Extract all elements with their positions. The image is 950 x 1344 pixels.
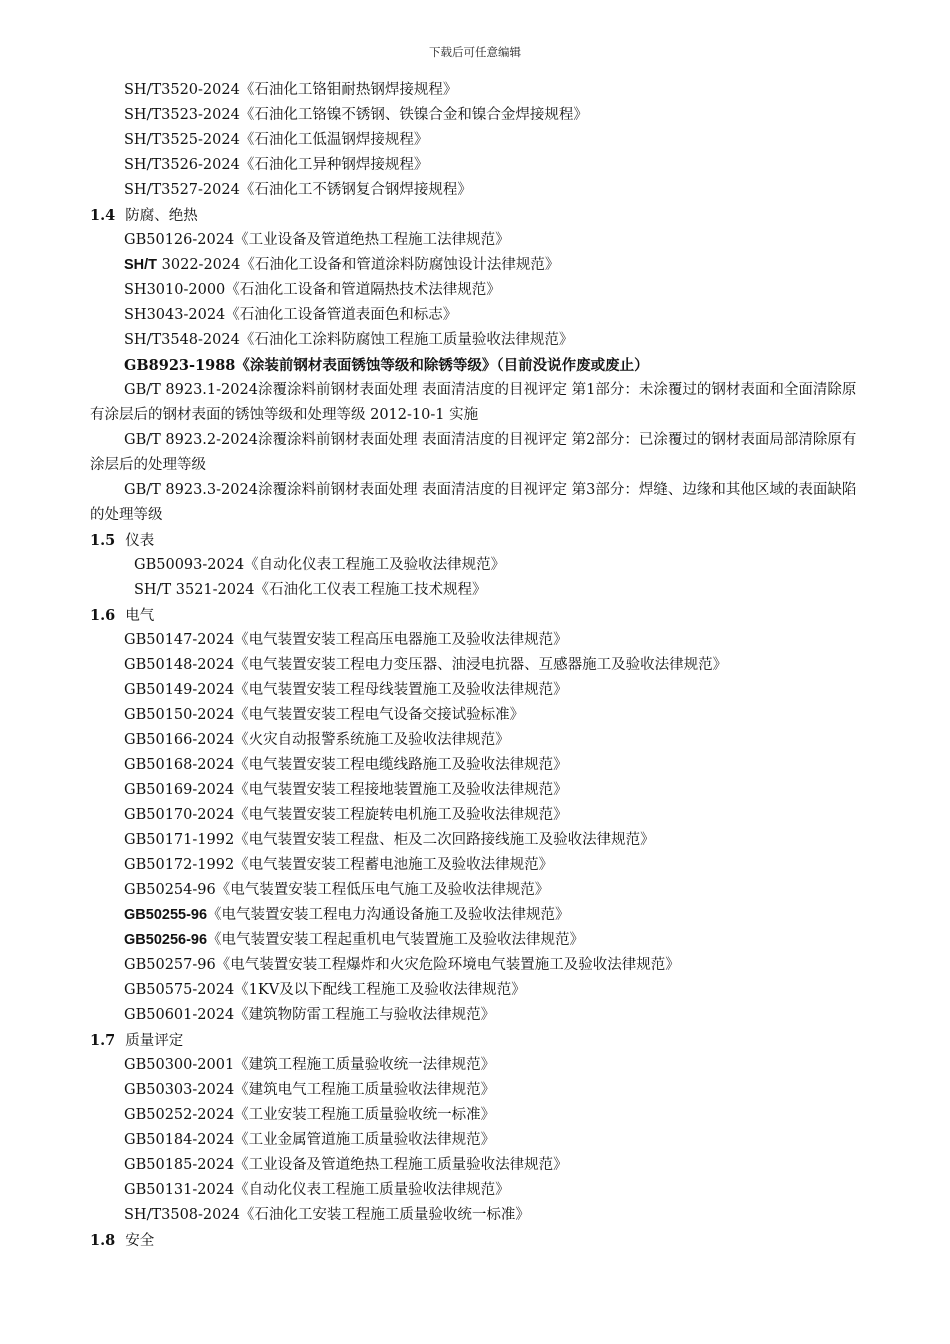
standard-text: GB50257-96《电气装置安装工程爆炸和火灾危险环境电气装置施工及验收法律规范》 — [124, 957, 680, 973]
standard-item — [0, 1128, 950, 1153]
standard-text: GB50131-2024《自动化仪表工程施工质量验收法律规范》 — [124, 1182, 510, 1198]
standard-text: GB50184-2024《工业金属管道施工质量验收法律规范》 — [124, 1132, 496, 1148]
section-heading — [0, 1028, 950, 1053]
standard-item — [0, 253, 950, 278]
standard-item — [0, 153, 950, 178]
standard-text: GB50166-2024《火灾自动报警系统施工及验收法律规范》 — [124, 732, 510, 748]
standard-text: GB50126-2024《工业设备及管道绝热工程施工法律规范》 — [124, 232, 510, 248]
standard-text: SH3043-2024《石油化工设备管道表面色和标志》 — [124, 307, 458, 323]
standard-item — [0, 978, 950, 1003]
section-number: 1.4 — [90, 207, 116, 224]
standard-item — [0, 1003, 950, 1028]
standard-text: GB50147-2024《电气装置安装工程高压电器施工及验收法律规范》 — [124, 632, 568, 648]
standard-item — [0, 853, 950, 878]
standard-text: GB50185-2024《工业设备及管道绝热工程施工质量验收法律规范》 — [124, 1157, 568, 1173]
document-body — [0, 78, 950, 1253]
section-heading — [0, 203, 950, 228]
standard-text: 《电气装置安装工程起重机电气装置施工及验收法律规范》 — [207, 932, 585, 948]
standard-code: GB50255-96 — [124, 907, 208, 923]
standard-text: GB50575-2024《1KV及以下配线工程施工及验收法律规范》 — [124, 982, 526, 998]
standard-item — [0, 178, 950, 203]
section-title: 安全 — [125, 1233, 155, 1249]
standard-item — [0, 878, 950, 903]
section-number: 1.7 — [90, 1032, 116, 1049]
standard-text: GB50252-2024《工业安装工程施工质量验收统一标准》 — [124, 1107, 496, 1123]
standard-text: 《电气装置安装工程电力沟通设备施工及验收法律规范》 — [207, 907, 570, 923]
page-header: 下载后可任意编辑 — [429, 45, 521, 59]
section-title: 防腐、绝热 — [125, 208, 198, 224]
standard-text: SH/T3527-2024《石油化工不锈钢复合钢焊接规程》 — [124, 182, 472, 198]
standard-code: SH/T — [124, 257, 158, 273]
standard-item — [0, 1178, 950, 1203]
standard-item — [0, 1053, 950, 1078]
standard-item — [0, 78, 950, 103]
standard-text: SH/T3548-2024《石油化工涂料防腐蚀工程施工质量验收法律规范》 — [124, 332, 574, 348]
standard-text: SH/T3520-2024《石油化工铬钼耐热钢焊接规程》 — [124, 82, 458, 98]
standard-text: GB50148-2024《电气装置安装工程电力变压器、油浸电抗器、互感器施工及验收法律规范》 — [124, 657, 728, 673]
standard-text: GB50172-1992《电气装置安装工程蓄电池施工及验收法律规范》 — [124, 857, 554, 873]
standard-item — [0, 578, 950, 603]
standard-text: SH/T3526-2024《石油化工异种钢焊接规程》 — [124, 157, 429, 173]
standard-text: GB50169-2024《电气装置安装工程接地装置施工及验收法律规范》 — [124, 782, 568, 798]
standard-item — [0, 103, 950, 128]
standard-text: GB50168-2024《电气装置安装工程电缆线路施工及验收法律规范》 — [124, 757, 568, 773]
standard-item — [0, 953, 950, 978]
section-number: 1.5 — [90, 532, 116, 549]
section-number: 1.6 — [90, 607, 116, 624]
section-title: 仪表 — [125, 533, 155, 549]
standard-item — [0, 728, 950, 753]
standard-item — [0, 303, 950, 328]
standard-item — [0, 1153, 950, 1178]
standard-text: GB50170-2024《电气装置安装工程旋转电机施工及验收法律规范》 — [124, 807, 568, 823]
standard-text: SH3010-2000《石油化工设备和管道隔热技术法律规范》 — [124, 282, 501, 298]
paragraph-text: GB/T 8923.3-2024涂覆涂料前钢材表面处理 表面清洁度的目视评定 第3部分：焊缝、边缘和其他区域的表面缺陷的处理等级 — [90, 482, 857, 523]
standard-item — [0, 328, 950, 353]
standard-item — [0, 653, 950, 678]
section-heading — [0, 1228, 950, 1253]
standard-item — [0, 553, 950, 578]
standard-item — [0, 703, 950, 728]
standard-item — [0, 353, 950, 378]
standard-text: 3022-2024《石油化工设备和管道涂料防腐蚀设计法律规范》 — [157, 257, 560, 273]
standard-text: SH/T 3521-2024《石油化工仪表工程施工技术规程》 — [134, 582, 487, 598]
standard-text: GB50171-1992《电气装置安装工程盘、柜及二次回路接线施工及验收法律规范》 — [124, 832, 655, 848]
standard-paragraph — [0, 428, 860, 478]
standard-item — [0, 278, 950, 303]
standard-item — [0, 1203, 950, 1228]
standard-item — [0, 1103, 950, 1128]
standard-item — [0, 628, 950, 653]
standard-text: GB50149-2024《电气装置安装工程母线装置施工及验收法律规范》 — [124, 682, 568, 698]
section-title: 质量评定 — [125, 1033, 184, 1049]
paragraph-text: GB/T 8923.1-2024涂覆涂料前钢材表面处理 表面清洁度的目视评定 第1部分：未涂覆过的钢材表面和全面清除原有涂层后的钢材表面的锈蚀等级和处理等级 2012-10-1 实施 — [90, 382, 857, 423]
standard-item — [0, 753, 950, 778]
standard-text: GB50300-2001《建筑工程施工质量验收统一法律规范》 — [124, 1057, 496, 1073]
standard-item — [0, 1078, 950, 1103]
section-heading — [0, 603, 950, 628]
standard-text: GB50150-2024《电气装置安装工程电气设备交接试验标准》 — [124, 707, 525, 723]
section-title: 电气 — [125, 608, 155, 624]
standard-paragraph — [0, 478, 860, 528]
standard-text: GB50254-96《电气装置安装工程低压电气施工及验收法律规范》 — [124, 882, 550, 898]
standard-text: GB50093-2024《自动化仪表工程施工及验收法律规范》 — [134, 557, 506, 573]
standard-paragraph — [0, 378, 860, 428]
standard-text: SH/T3508-2024《石油化工安装工程施工质量验收统一标准》 — [124, 1207, 530, 1223]
standard-text: GB8923-1988《涂装前钢材表面锈蚀等级和除锈等级》（目前没说作废或废止） — [124, 357, 649, 374]
standard-item — [0, 928, 950, 953]
standard-code: GB50256-96 — [124, 932, 208, 948]
standard-item — [0, 803, 950, 828]
standard-text: SH/T3525-2024《石油化工低温钢焊接规程》 — [124, 132, 429, 148]
standard-item — [0, 828, 950, 853]
standard-item — [0, 903, 950, 928]
standard-text: GB50601-2024《建筑物防雷工程施工与验收法律规范》 — [124, 1007, 496, 1023]
section-number: 1.8 — [90, 1232, 116, 1249]
standard-item — [0, 778, 950, 803]
standard-text: SH/T3523-2024《石油化工铬镍不锈钢、铁镍合金和镍合金焊接规程》 — [124, 107, 588, 123]
standard-item — [0, 228, 950, 253]
standard-item — [0, 678, 950, 703]
section-heading — [0, 528, 950, 553]
standard-item — [0, 128, 950, 153]
standard-text: GB50303-2024《建筑电气工程施工质量验收法律规范》 — [124, 1082, 496, 1098]
paragraph-text: GB/T 8923.2-2024涂覆涂料前钢材表面处理 表面清洁度的目视评定 第2部分：已涂覆过的钢材表面局部清除原有涂层后的处理等级 — [90, 432, 857, 473]
